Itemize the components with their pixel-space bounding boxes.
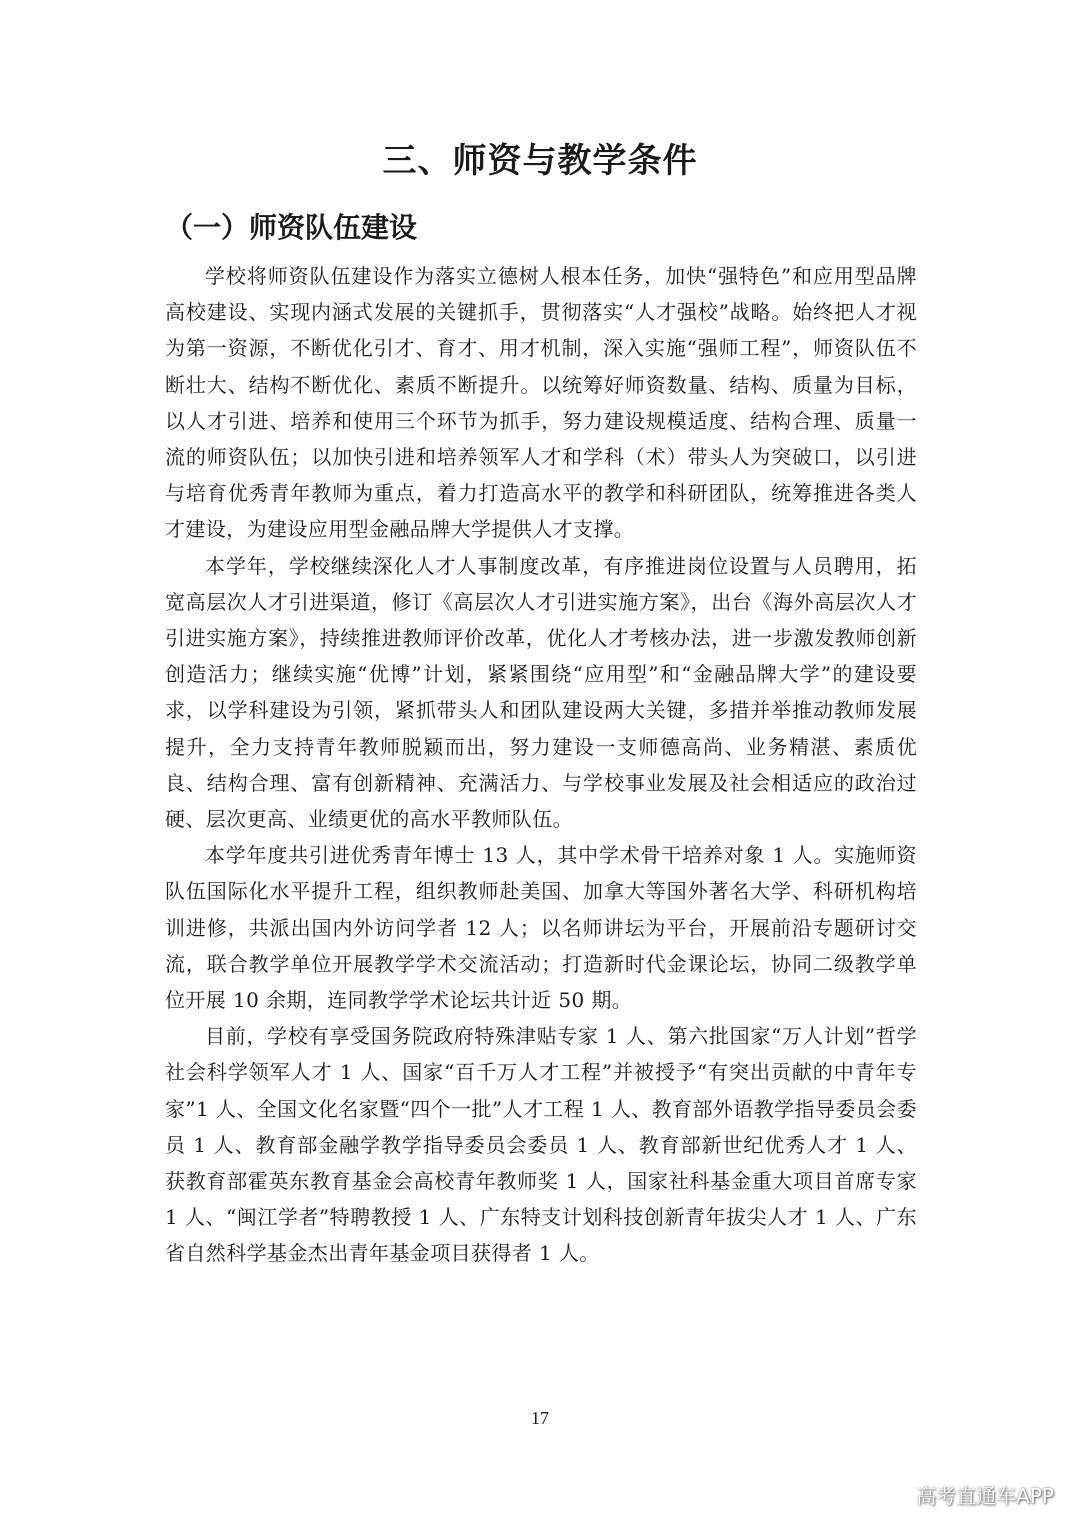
paragraph-2: 本学年，学校继续深化人才人事制度改革，有序推进岗位设置与人员聘用，拓宽高层次人才引进渠道，修订《高层次人才引进实施方案》，出台《海外高层次人才引进实施方案》，持续推进教师评价改革，优化人才考核办法，进一步激发教师创新创造活力；继续实施“优博”计划，紧紧围绕“应用型”和“金融品牌大学”的建设要求，以学科建设为引领，紧抓带头人和团队建设两大关键，多措并举推动教师发展提升，全力支持青年教师脱颖而出，努力建设一支师德高尚、业务精湛、素质优良、结构合理、富有创新精神、充满活力、与学校事业发展及社会相适应的政治过硬、层次更高、业绩更优的高水平教师队伍。 — [165, 553, 917, 832]
paragraph-4: 目前，学校有享受国务院政府特殊津贴专家 1 人、第六批国家“万人计划”哲学社会科学领军人才 1 人、国家“百千万人才工程”并被授予“有突出贡献的中青年专家”1 人、全国文化名家暨“四个一批”人才工程 1 人、教育部外语教学指导委员会委员 1 人、教育部金融学教学指导委员会委员 1 人、教育部新世纪优秀人才 1 人、获教育部霍英东教育基金会高校青年教师奖 1 人，国家社科基金重大项目首席专家 1 人、“闽江学者”特聘教授 1 人、广东特支计划科技创新青年拔尖人才 1 人、广东省自然科学基金杰出青年基金项目获得者 1 人。 — [165, 1024, 917, 1266]
paragraph-1: 学校将师资队伍建设作为落实立德树人根本任务，加快“强特色”和应用型品牌高校建设、实现内涵式发展的关键抓手，贯彻落实“人才强校”战略。始终把人才视为第一资源，不断优化引才、育才、用才机制，深入实施“强师工程”，师资队伍不断壮大、结构不断优化、素质不断提升。以统筹好师资数量、结构、质量为目标，以人才引进、培养和使用三个环节为抓手，努力建设规模适度、结构合理、质量一流的师资队伍；以加快引进和培养领军人才和学科（术）带头人为突破口，以引进与培育优秀青年教师为重点，着力打造高水平的教学和科研团队，统筹推进各类人才建设，为建设应用型金融品牌大学提供人才支撑。 — [165, 264, 917, 542]
watermark: 高考直通车APP — [916, 1484, 1054, 1508]
paragraph-3: 本学年度共引进优秀青年博士 13 人，其中学术骨干培养对象 1 人。实施师资队伍国际化水平提升工程，组织教师赴美国、加拿大等国外著名大学、科研机构培训进修，共派出国内外访问学者 12 人；以名师讲坛为平台，开展前沿专题研讨交流，联合教学单位开展教学学术交流活动；打造新时代金课论坛，协同二级教学单位开展 10 余期，连同教学学术论坛共计近 50 期。 — [165, 843, 917, 1013]
page-title: 三、师资与教学条件 — [382, 141, 698, 181]
page-number: 17 — [531, 1408, 549, 1428]
section-heading: （一）师资队伍建设 — [165, 211, 418, 244]
body-text — [165, 258, 917, 1272]
